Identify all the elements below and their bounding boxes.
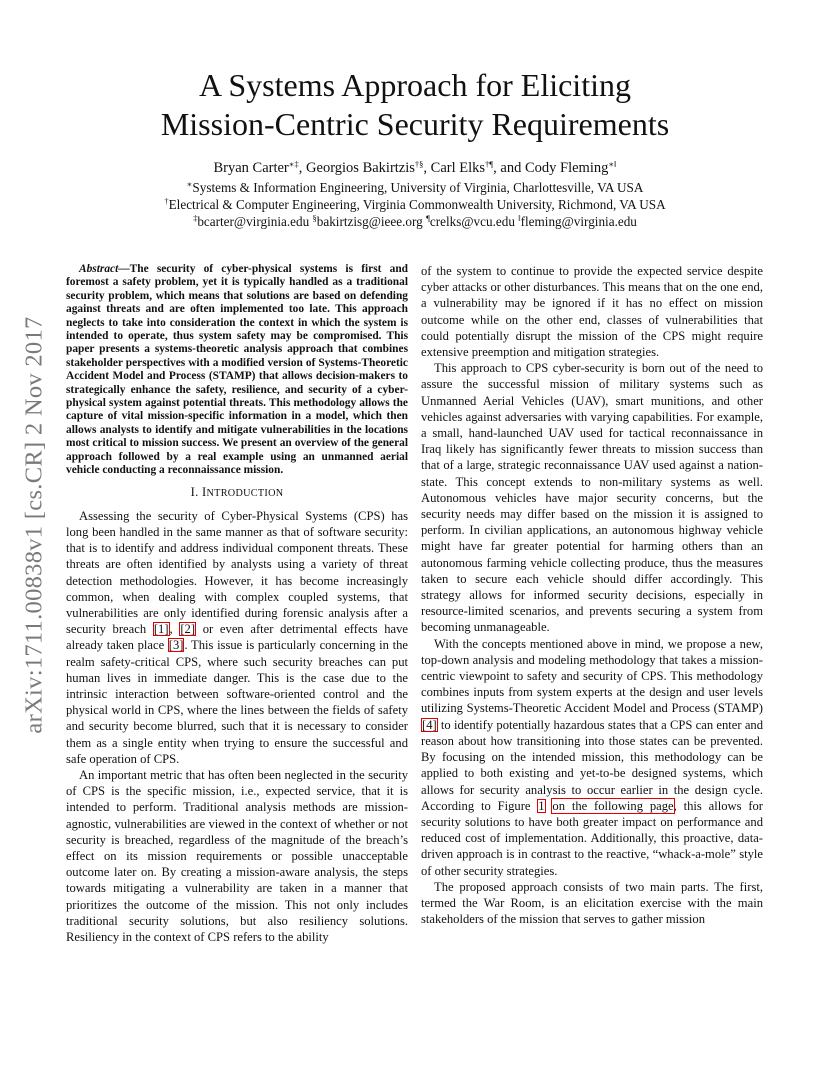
intro-paragraph-3: This approach to CPS cyber-security is born out of the need to assure the successful mission of military systems such as Unmanned Aerial Vehicles (UAV), smart munitions, and other vehicles against adversaries with varying capabilities. For example, a small, hand-launched UAV used for tactical reconnaissance in Iraq likely has significantly fewer threats to mission success than that of a large, strategic reconnaissance UAV used against a nation-state. This concept extends to non-military systems as well. Autonomous vehicles have major security concerns, but the security needs may differ based on the mission it is assigned to perform. In civilian applications, an autonomous highway vehicle might have far greater potential for harming others than an autonomous farming vehicle collecting produce, thus the measures taken to secure each vehicle should differ accordingly. This strategy allows for informed security decisions, especially in resource-limited scenarios, and prevents securing a system from becoming unmanageable.: [421, 361, 763, 635]
figure-page-link[interactable]: on the following page: [552, 798, 674, 813]
right-column: [421, 263, 763, 927]
citation-2-link[interactable]: [2]: [180, 622, 196, 637]
author-3: , Carl Elks: [423, 160, 486, 176]
intro-p4-part-c: , this allows for security solutions to have both greater impact on performance and reduced cost of implementation. Additionally, this proactive, data-driven approach is in contrast to the reactive, “whack-a-mole” style of other security strategies.: [421, 798, 763, 878]
paper-title: [80, 66, 750, 144]
affiliation-2: [80, 196, 750, 213]
figure-1-link[interactable]: 1: [538, 798, 545, 813]
affiliation-2-mark: †: [164, 196, 169, 206]
section-title-rest: NTRODUCTION: [206, 487, 284, 499]
author-1-marks: ∗‡: [288, 159, 299, 169]
author-block: [80, 160, 750, 230]
author-1: Bryan Carter: [213, 160, 289, 176]
arxiv-stamp: [18, 290, 52, 760]
intro-p1-part-c: or even after detrimental effects have already taken place: [66, 622, 408, 653]
affiliation-2-text: Electrical & Computer Engineering, Virginia Commonwealth University, Richmond, VA USA: [168, 197, 666, 212]
title-line-1: A Systems Approach for Eliciting: [199, 67, 631, 103]
intro-p1-part-a: Assessing the security of Cyber-Physical Systems (CPS) has long been handled in the same manner as that of software security: that is to identify and address individual component threats. These threats are often identified by analysts using a variety of threat detection methodologies. However, it has become increasingly common, when dealing with complex coupled systems, that vulnerabilities are only identified during forensic analysis after a security breach: [66, 508, 408, 637]
author-2: , Georgios Bakirtzis: [298, 160, 415, 176]
intro-paragraph-2: An important metric that has often been neglected in the security of CPS is the specific mission, i.e., expected service, that it is intended to perform. Traditional analysis methods are mission-agnostic, vulnerabilities are viewed in the context of whether or not security is breached, regardless of the magnitude of the breach’s effect on its mission requirements or possible unacceptable outcome later on. By creating a mission-aware analysis, the steps towards mitigating a vulnerability are taken in a manner that prioritizes the outcome of the mission. This not only includes traditional security solutions, but also resiliency solutions. Resiliency in the context of CPS refers to the ability: [66, 767, 408, 944]
section-heading-introduction: [66, 484, 408, 502]
intro-paragraph-2-continued: of the system to continue to provide the expected service despite cyber attacks or other disturbances. This means that on the one end, a vulnerability may be ignored if it has no effect on mission outcome while on the other end, classes of vulnerabilities that could potentially disrupt the mission of the CPS might require extensive preemption and mitigation strategies.: [421, 264, 763, 360]
arxiv-stamp-text: arXiv:1711.00838v1 [cs.CR] 2 Nov 2017: [21, 316, 49, 734]
citation-3-link[interactable]: [3]: [168, 638, 184, 653]
section-title-initial: I: [202, 484, 207, 499]
affiliation-1: [80, 179, 750, 196]
author-4-marks: ∗‖: [608, 159, 617, 169]
email-4: fleming@virginia.edu: [520, 214, 637, 229]
intro-paragraph-1: [66, 508, 408, 767]
citation-1-link[interactable]: [1]: [153, 622, 169, 637]
affiliation-1-text: Systems & Information Engineering, University of Virginia, Charlottesville, VA USA: [192, 180, 644, 195]
author-emails: [80, 213, 750, 230]
email-2-mark: §: [312, 213, 317, 223]
email-2: bakirtzisg@ieee.org: [316, 214, 427, 229]
author-names: [80, 160, 750, 177]
author-3-marks: †¶: [485, 159, 494, 169]
intro-p4-part-a: With the concepts mentioned above in mind, we propose a new, top-down analysis and modeling methodology that takes a mission-centric viewpoint to safety and security of CPS. This methodology combines inputs from system experts at the design and user levels utilizing Systems-Theoretic Accident Model and Process (STAMP): [421, 636, 763, 716]
section-number: I.: [190, 484, 203, 499]
intro-paragraph-4: [421, 636, 763, 879]
abstract-lead: Abstract: [79, 263, 119, 275]
email-3-mark: ¶: [426, 213, 430, 223]
email-1-mark: ‡: [193, 213, 198, 223]
abstract-text: —The security of cyber-physical systems is first and foremost a safety problem, yet it is typically handled as a traditional security problem, which means that solutions are based on defending against threats and are often implemented too late. This approach neglects to take into consideration the context in which the system is intended to operate, thus system safety may be compromised. This paper presents a systems-theoretic analysis approach that combines stakeholder perspectives with a modified version of Systems-Theoretic Accident Model and Process (STAMP) that allows decision-makers to strategically enhance the safety, resilience, and security of a cyber-physical system against potential threats. This methodology allows the capture of vital mission-specific information in a model, which then allows analysts to identify and mitigate vulnerabilities in the locations most critical to mission success. We present an overview of the general approach followed by a real example using an unmanned aerial vehicle conducting a reconnaissance mission.: [66, 263, 408, 477]
intro-p1-part-b: ,: [169, 622, 180, 637]
author-2-marks: †§: [414, 159, 424, 169]
affiliation-1-mark: ∗: [186, 179, 193, 189]
citation-4-link[interactable]: [4]: [422, 717, 437, 732]
title-line-2: Mission-Centric Security Requirements: [160, 106, 670, 142]
left-column: [66, 263, 408, 945]
intro-paragraph-5: The proposed approach consists of two main parts. The first, termed the War Room, is an elicitation exercise with the main stakeholders of the mission that serves to gather mission: [421, 879, 763, 927]
email-1: bcarter@virginia.edu: [197, 214, 313, 229]
email-4-mark: ‖: [518, 213, 521, 223]
abstract: [66, 263, 408, 478]
intro-p1-part-d: . This issue is particularly concerning in the realm safety-critical CPS, where such security breaches can put human lives in immediate danger. This is the case due to the intrinsic interaction between software-oriented control and the physical world in CPS, where the lines between the fields of safety and security become blurred, such that it is necessary to consider them as a single entity when trying to ensure the successful and safe operation of CPS.: [66, 638, 408, 766]
email-3: crelks@vcu.edu: [429, 214, 519, 229]
intro-p4-part-b: to identify potentially hazardous states that a CPS can enter and reason about how transitioning into those states can be prevented. By focusing on the intended mission, this methodology can be applied to both existing and yet-to-be designed systems, which allows for security analysis to occur earlier in the design cycle. According to Figure: [421, 717, 763, 813]
author-4: , and Cody Fleming: [493, 160, 609, 176]
